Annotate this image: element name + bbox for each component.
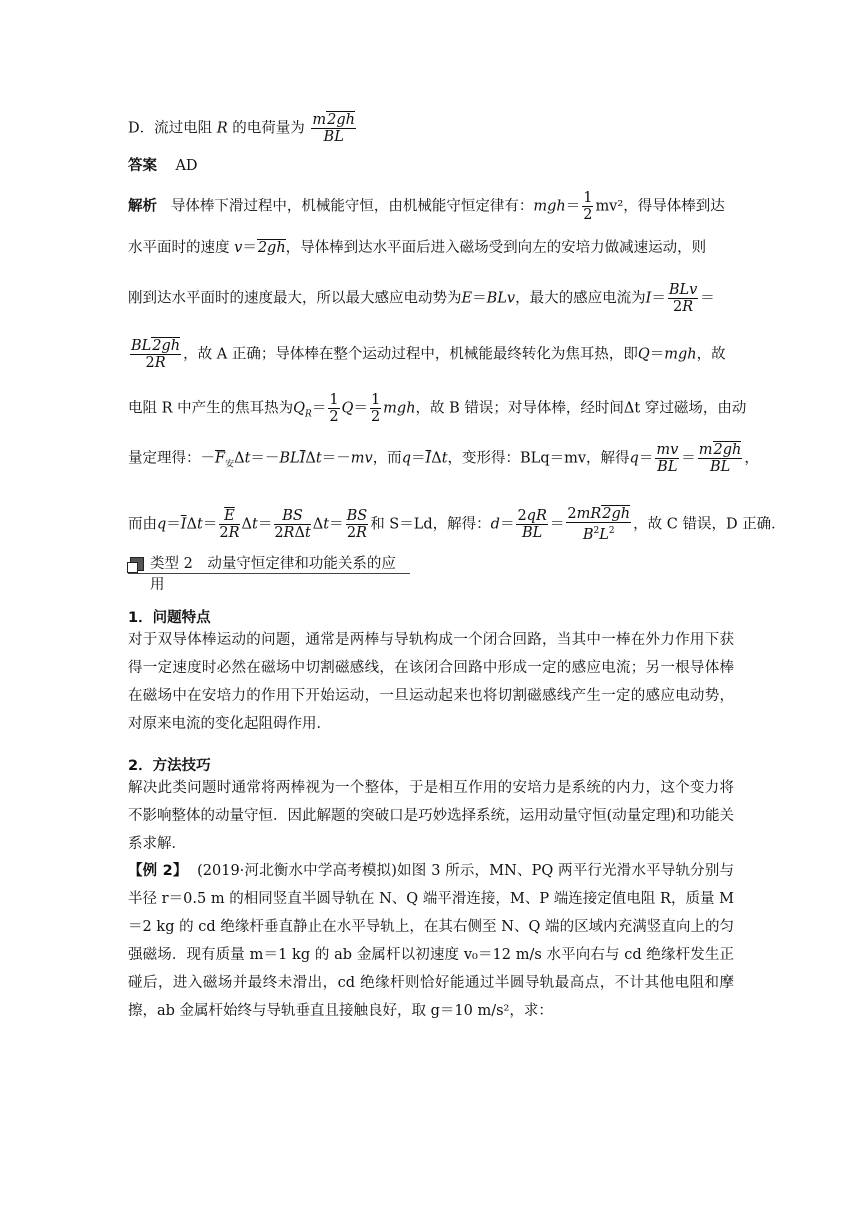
option-d: D．流过电阻 R 的电荷量为 $\frac{m2gh}{BL}$ [128, 112, 355, 145]
analysis-line-7: 而由$q=\overline{I}\Delta t=$ $\frac{\overline{E}}{2R}$ Δt＝ $\frac{BS}{\text{2RΔt}}$ Δt＝ $\frac{BS}{2R}$ 和 S＝Ld，解得：d＝ $\frac{2qR}{BL}$ ＝ $\frac{2mR2gh}{B^2L^2}$ ，故 C 错误，D 正确． [128, 506, 786, 543]
heading-problem-features: 1．问题特点 [128, 610, 211, 626]
section-square-icon [130, 557, 144, 571]
analysis-line-1: 解析 导体棒下滑过程中，机械能守恒，由机械能守恒定律有：mgh＝ $\frac{1}{2}$ mv²，得导体棒到达 [128, 190, 725, 223]
analysis-line-5: 电阻 R 中产生的焦耳热为$Q_R=$ $\frac{1}{2}$ Q＝ $\frac{1}{2}$ mgh，故 B 错误；对导体棒，经时间Δt 穿过磁场，由动 [128, 392, 747, 425]
example-2: 【例 2】 (2019·河北衡水中学高考模拟)如图 3 所示，MN、PQ 两平行光滑水平导轨分别与半径 r＝0.5 m 的相同竖直半圆导轨在 N、Q 端平滑连接，M、P 端连接定值电阻 R，质量 M＝2 kg 的 cd 绝缘杆垂直静止在水平导轨上，在其右侧至 N、Q 端的区域内充满竖直向上的匀强磁场．现有质量 m＝1 kg 的 ab 金属杆以初速度 v₀＝12 m/s 水平向右与 cd 绝缘杆发生正碰后，进入磁场并最终未滑出，cd 绝缘杆则恰好能通过半圆导轨最高点，不计其他电阻和摩擦，ab 金属杆始终与导轨垂直且接触良好，取 g＝10 m/s²，求： [128, 863, 735, 1019]
charge-fraction: $\frac{m2gh}{BL}$ [312, 112, 355, 145]
answer-line: 答案 AD [128, 158, 198, 174]
analysis-line-2: 水平面时的速度 v＝2gh，导体棒到达水平面后进入磁场受到向左的安培力做减速运动，则 [128, 240, 707, 256]
section-header: 类型 2 动量守恒定律和功能关系的应用 [128, 551, 410, 574]
heading-method-tips: 2．方法技巧 [128, 758, 211, 774]
paragraph-problem-features: 对于双导体棒运动的问题，通常是两棒与导轨构成一个闭合回路，当其中一棒在外力作用下获得一定速度时必然在磁场中切割磁感线，在该闭合回路中形成一定的感应电流；另一根导体棒在磁场中在安培力的作用下开始运动，一旦运动起来也将切割磁感线产生一定的感应电动势，对原来电流的变化起阻碍作用． [128, 632, 734, 732]
paragraph-method-tips: 解决此类问题时通常将两棒视为一个整体，于是相互作用的安培力是系统的内力，这个变力将不影响整体的动量守恒．因此解题的突破口是巧妙选择系统，运用动量守恒(动量定理)和功能关系求解． [128, 780, 734, 852]
analysis-line-4: $\frac{BL2gh}{2R}$ ，故 A 正确；导体棒在整个运动过程中，机械能最终转化为焦耳热，即Q＝mgh，故 [131, 338, 726, 371]
analysis-line-3: 刚到达水平面时的速度最大，所以最大感应电动势为E＝BLv，最大的感应电流为I＝ $\frac{\text{BLv}}{2R}$ ＝ [128, 282, 715, 315]
analysis-line-6: 量定理得：$-\overline{F}_安\Delta t=-BL\overline{I}\Delta t=-mv$，而$q=\overline{I}\Delta t$，变形得：BLq＝mv，解得q＝ $\frac{mv}{BL}$ ＝ $\frac{m2gh}{BL}$ ， [128, 442, 759, 475]
